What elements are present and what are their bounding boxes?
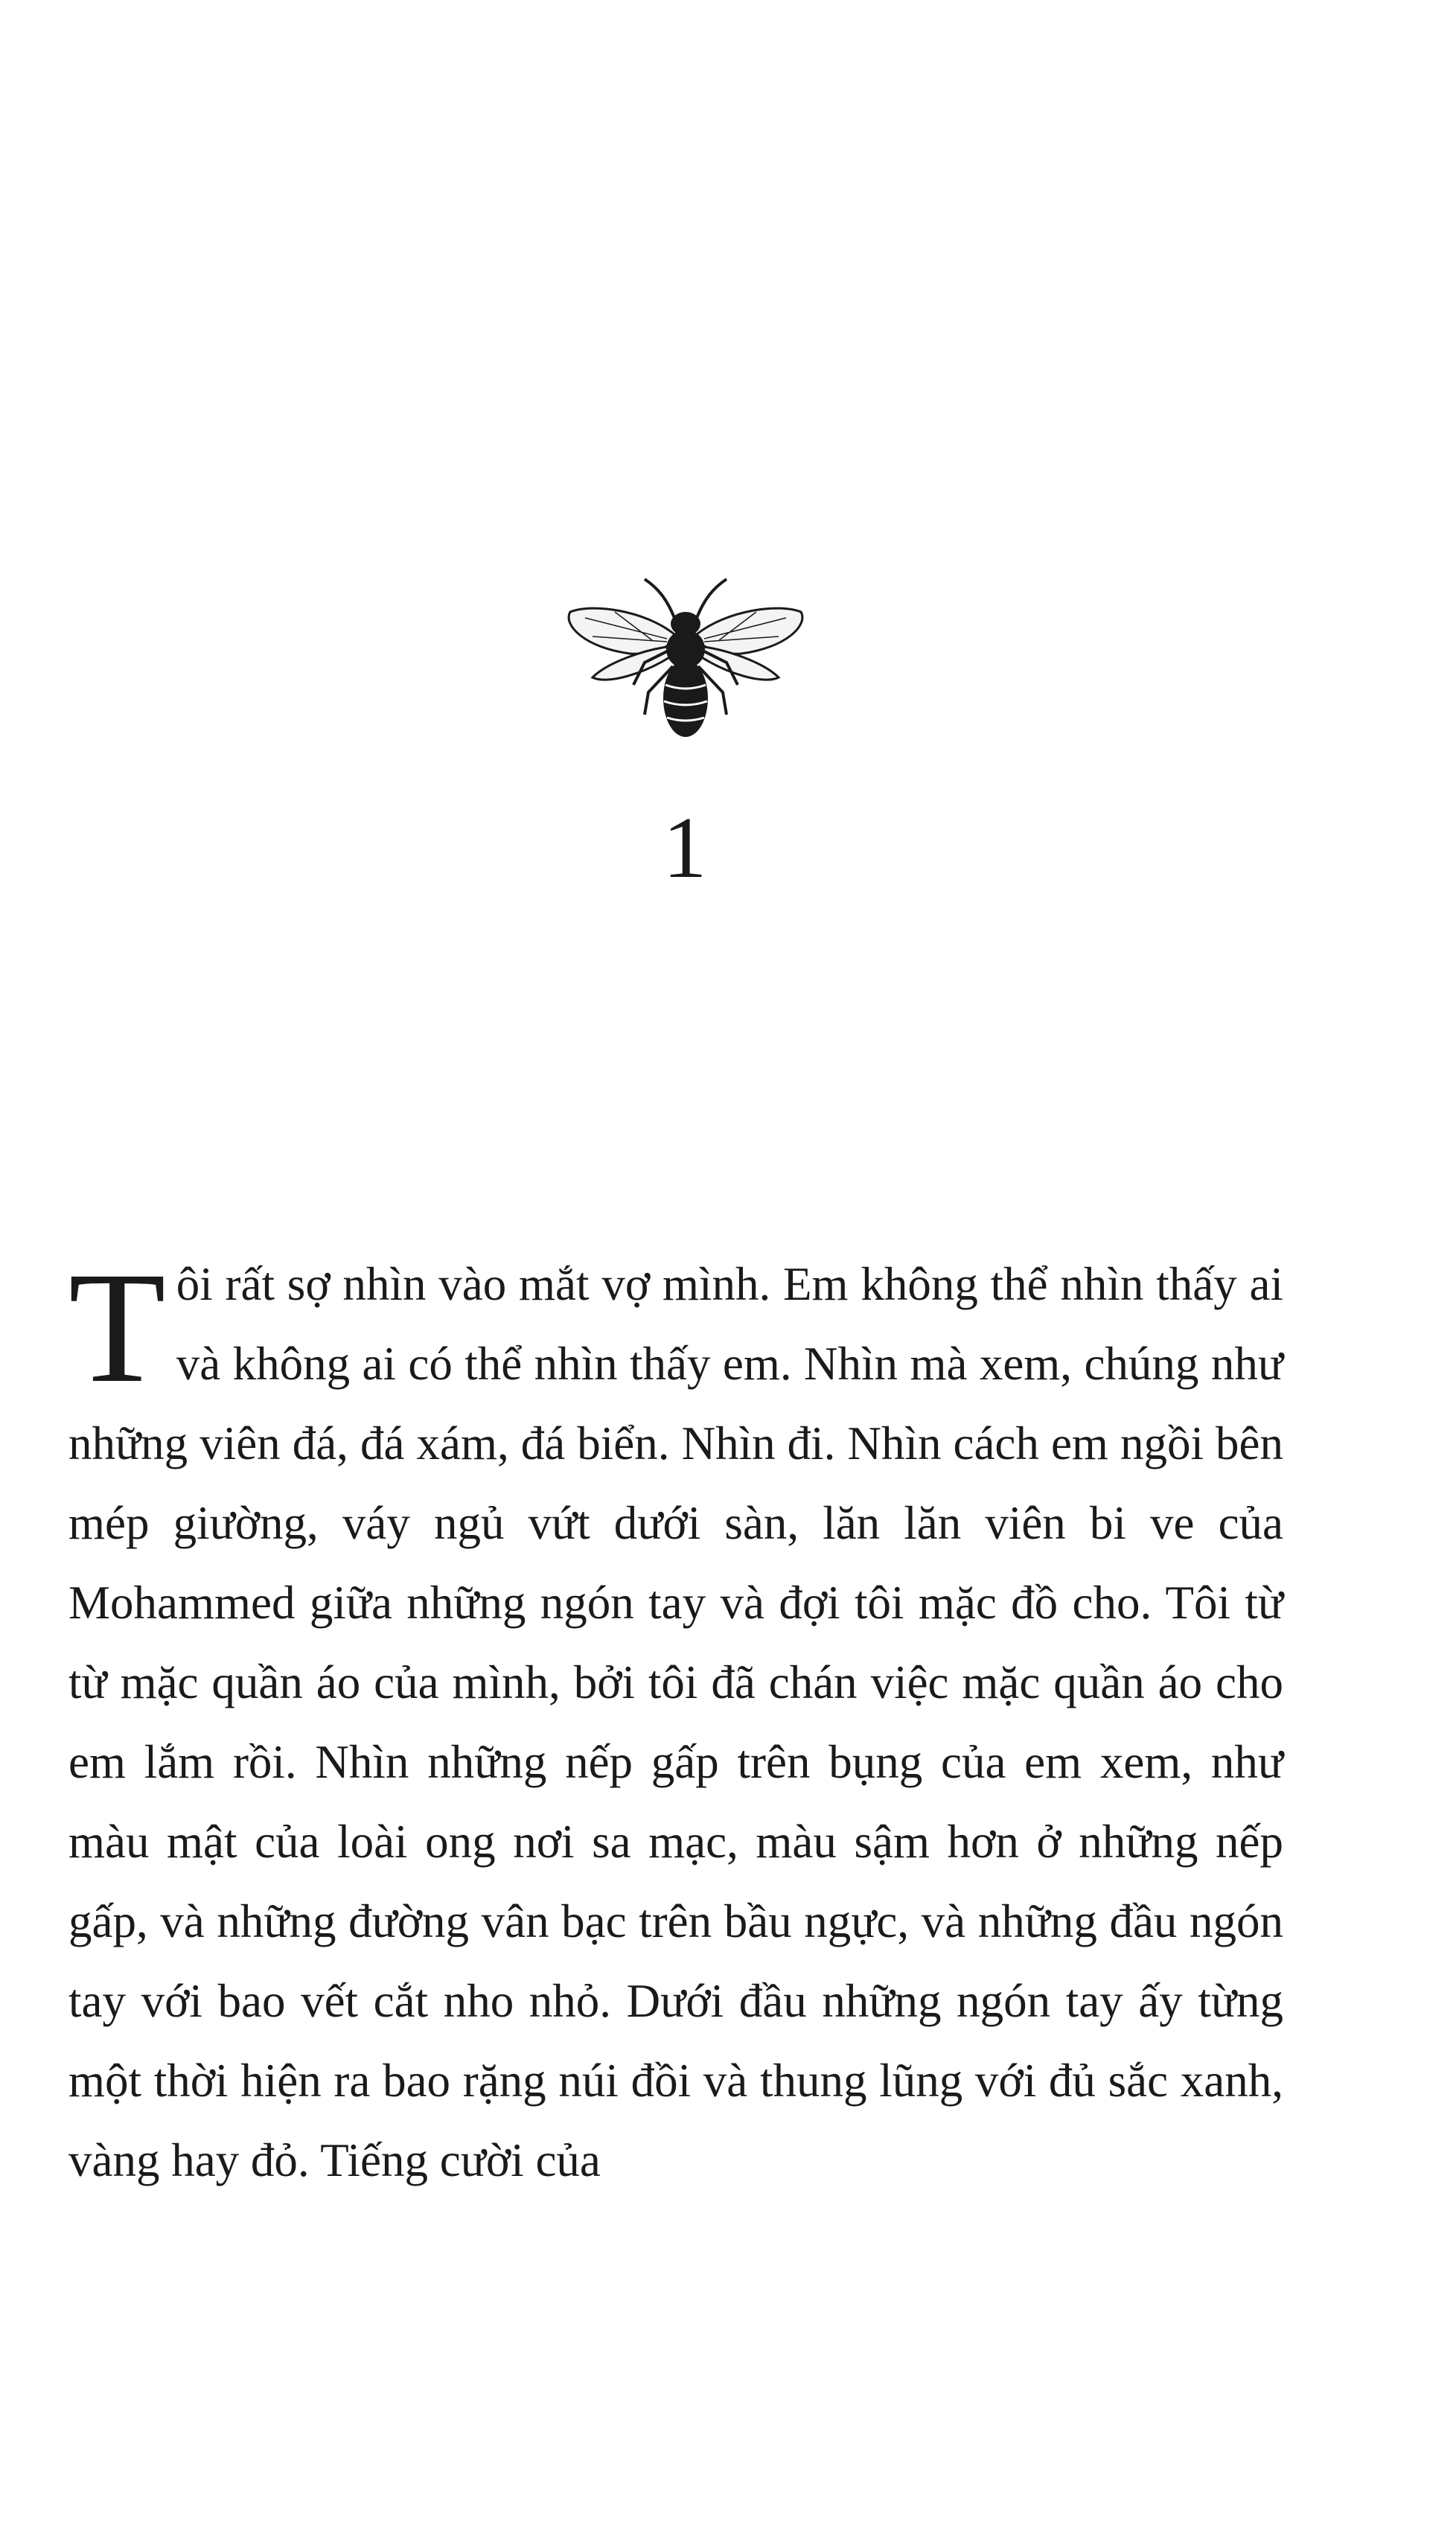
chapter-number: 1 [662, 799, 707, 896]
bee-icon [563, 566, 808, 744]
body-paragraph [68, 1239, 1283, 2201]
paragraph-text: ôi rất sợ nhìn vào mắt vợ mình. Em không thể nhìn thấy ai và không ai có thể nhìn thấy em. Nhìn mà xem, chúng như những viên đá, đá xám, đá biển. Nhìn đi. Nhìn cách em ngồi bên mép giường, váy ngủ vứt dưới sàn, lăn lăn viên bi ve của Mohammed giữa những ngón tay và đợi tôi mặc đồ cho. Tôi từ từ mặc quần áo của mình, bởi tôi đã chán việc mặc quần áo cho em lắm rồi. Nhìn những nếp gấp trên bụng của em xem, như màu mật của loài ong nơi sa mạc, màu sậm hơn ở những nếp gấp, và những đường vân bạc trên bầu ngực, và những đầu ngón tay với bao vết cắt nho nhỏ. Dưới đầu những ngón tay ấy từng một thời hiện ra bao rặng núi đồi và thung lũng với đủ sắc xanh, vàng hay đỏ. Tiếng cười của [68, 1258, 1283, 2186]
drop-cap: T [68, 1239, 166, 1416]
